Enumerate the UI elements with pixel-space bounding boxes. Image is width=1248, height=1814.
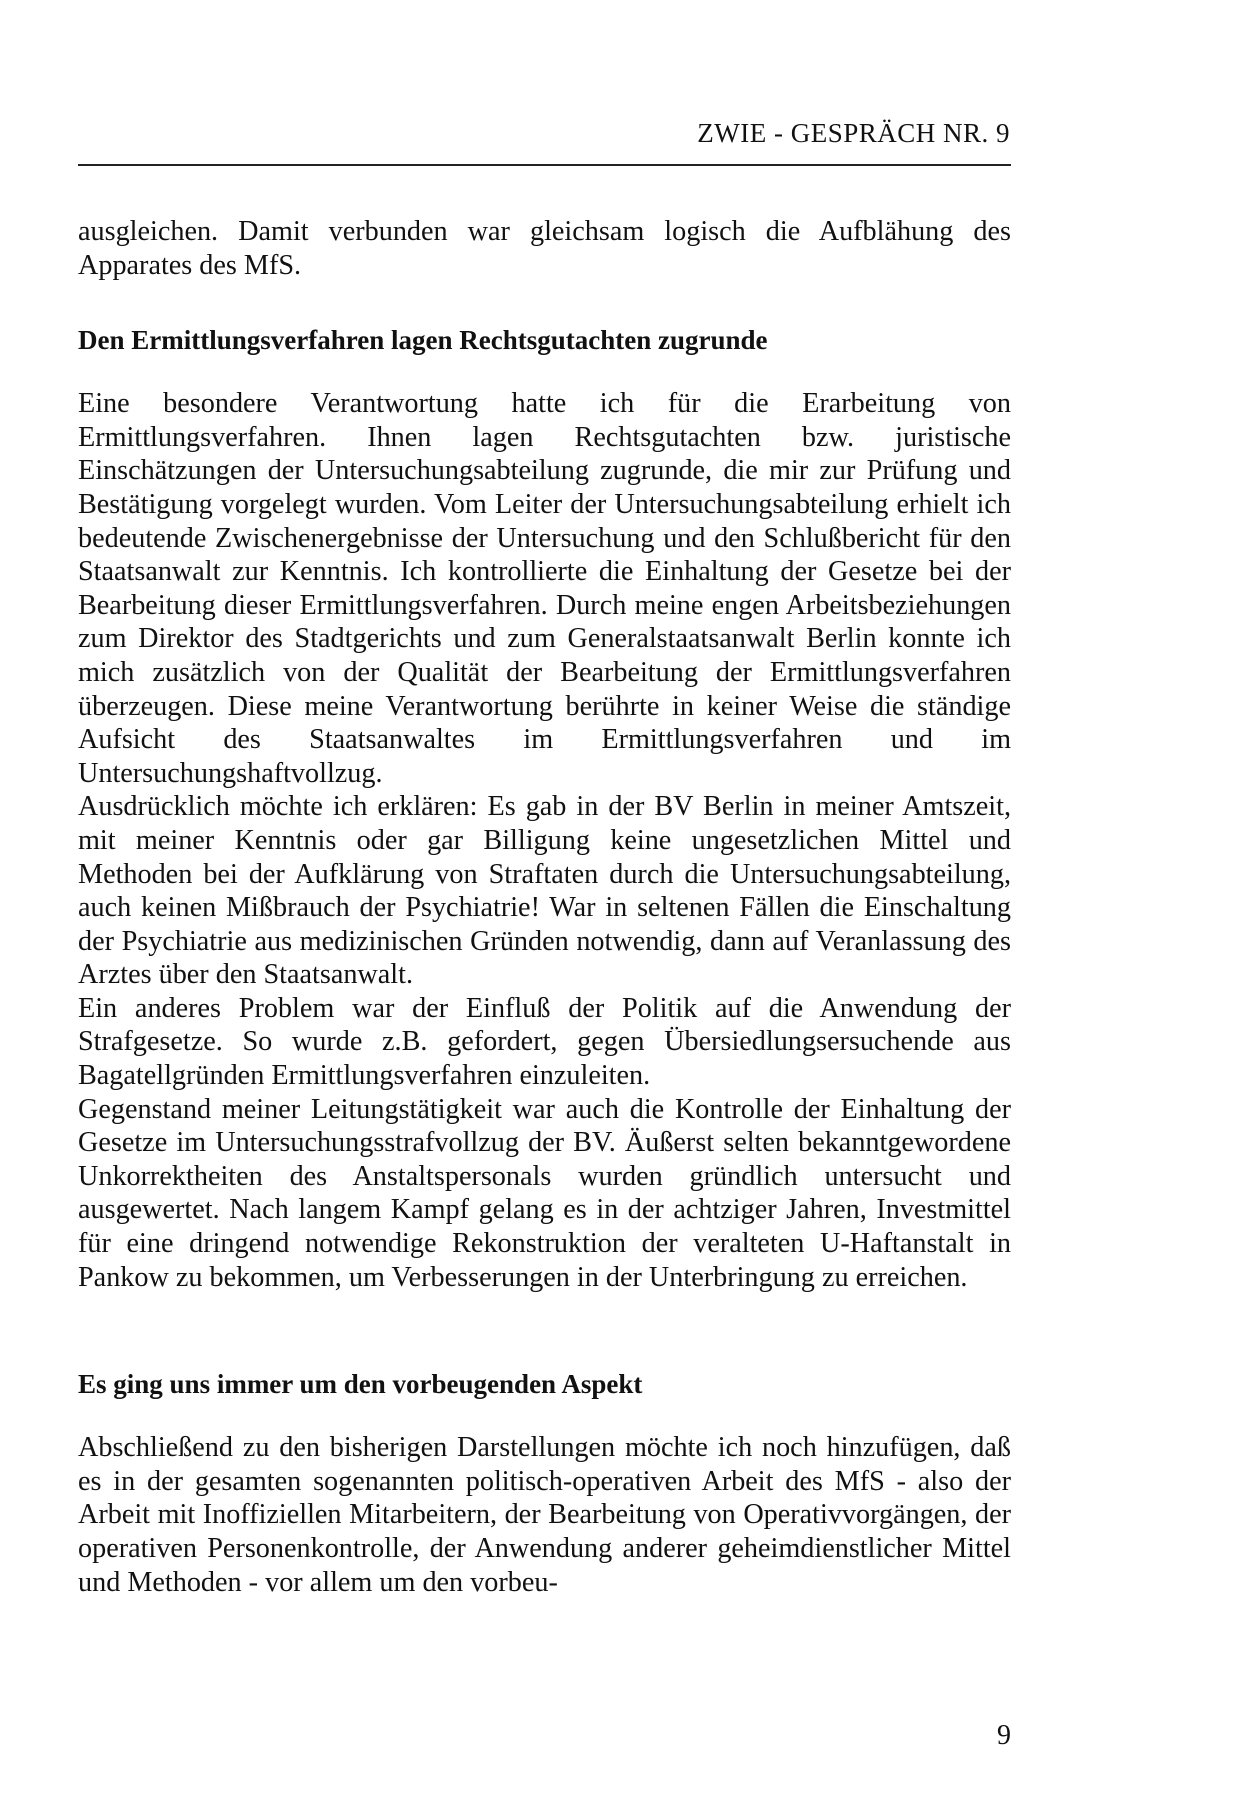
page-body (78, 215, 1011, 1599)
running-header: ZWIE - GESPRÄCH NR. 9 (697, 118, 1010, 148)
section-heading-vorbeugender-aspekt: Es ging uns immer um den vorbeugenden Aspekt (78, 1369, 643, 1400)
paragraph-ausdruecklich: Ausdrücklich möchte ich erklären: Es gab in der BV Berlin in meiner Amtszeit, mit meiner Kenntnis oder gar Billigung keine ungesetzlichen Mittel und Methoden bei der Aufklärung von Straftaten durch die Untersuchungsabteilung, auch keinen Mißbrauch der Psychiatrie! War in seltenen Fällen die Einschaltung der Psychiatrie aus medizinischen Gründen notwendig, dann auf Veranlassung des Arztes über den Staatsanwalt. (78, 791, 1011, 991)
paragraph-verantwortung: Eine besondere Verantwortung hatte ich für die Erarbeitung von Ermittlungsverfahren. Ihnen lagen Rechtsgutachten bzw. juristische Einschätzungen der Untersuchungsabteilung zugrunde, die mir zur Prüfung und Bestätigung vorgelegt wurden. Vom Leiter der Untersuchungsabteilung erhielt ich bedeutende Zwischenergebnisse der Untersuchung und den Schlußbericht für den Staatsanwalt zur Kenntnis. Ich kontrollierte die Einhaltung der Gesetze bei der Bearbeitung dieser Ermittlungsverfahren. Durch meine engen Arbeitsbeziehungen zum Direktor des Stadtgerichts und zum Generalstaatsanwalt Berlin konnte ich mich zusätzlich von der Qualität der Bearbeitung der Ermittlungsverfahren überzeugen. Diese meine Verantwortung berührte in keiner Weise die ständige Aufsicht des Staatsanwaltes im Ermittlungsverfahren und im Untersuchungshaftvollzug. (78, 388, 1011, 789)
section-heading-rechtsgutachten: Den Ermittlungsverfahren lagen Rechtsgutachten zugrunde (78, 325, 768, 356)
page-number: 9 (997, 1720, 1011, 1751)
paragraph-untersuchungsstrafvollzug: Gegenstand meiner Leitungstätigkeit war auch die Kontrolle der Einhaltung der Gesetze im Untersuchungsstrafvollzug der BV. Äußerst selten bekanntgewordene Unkorrektheiten des Anstaltspersonals wurden gründlich untersucht und ausgewertet. Nach langem Kampf gelang es in der achtziger Jahren, Investmittel für eine dringend notwendige Rekonstruktion der veralteten U-Haftanstalt in Pankow zu bekommen, um Verbesserungen in der Unterbringung zu erreichen. (78, 1093, 1011, 1293)
header-rule (78, 164, 1011, 166)
paragraph-einfluss-politik: Ein anderes Problem war der Einfluß der Politik auf die Anwendung der Strafgesetze. So wurde z.B. gefordert, gegen Übersiedlungsersuchende aus Bagatellgründen Ermittlungsverfahren einzuleiten. (78, 992, 1011, 1092)
paragraph-abschliessend: Abschließend zu den bisherigen Darstellungen möchte ich noch hinzufügen, daß es in der gesamten sogenannten politisch-operativen Arbeit des MfS - also der Arbeit mit Inoffiziellen Mitarbeitern, der Bearbeitung von Operativvorgängen, der operativen Personenkontrolle, der Anwendung anderer geheimdienstlicher Mittel und Methoden - vor allem um den vorbeu- (78, 1432, 1011, 1598)
intro-paragraph: ausgleichen. Damit verbunden war gleichsam logisch die Aufblähung des Apparates des MfS. (78, 216, 1011, 281)
